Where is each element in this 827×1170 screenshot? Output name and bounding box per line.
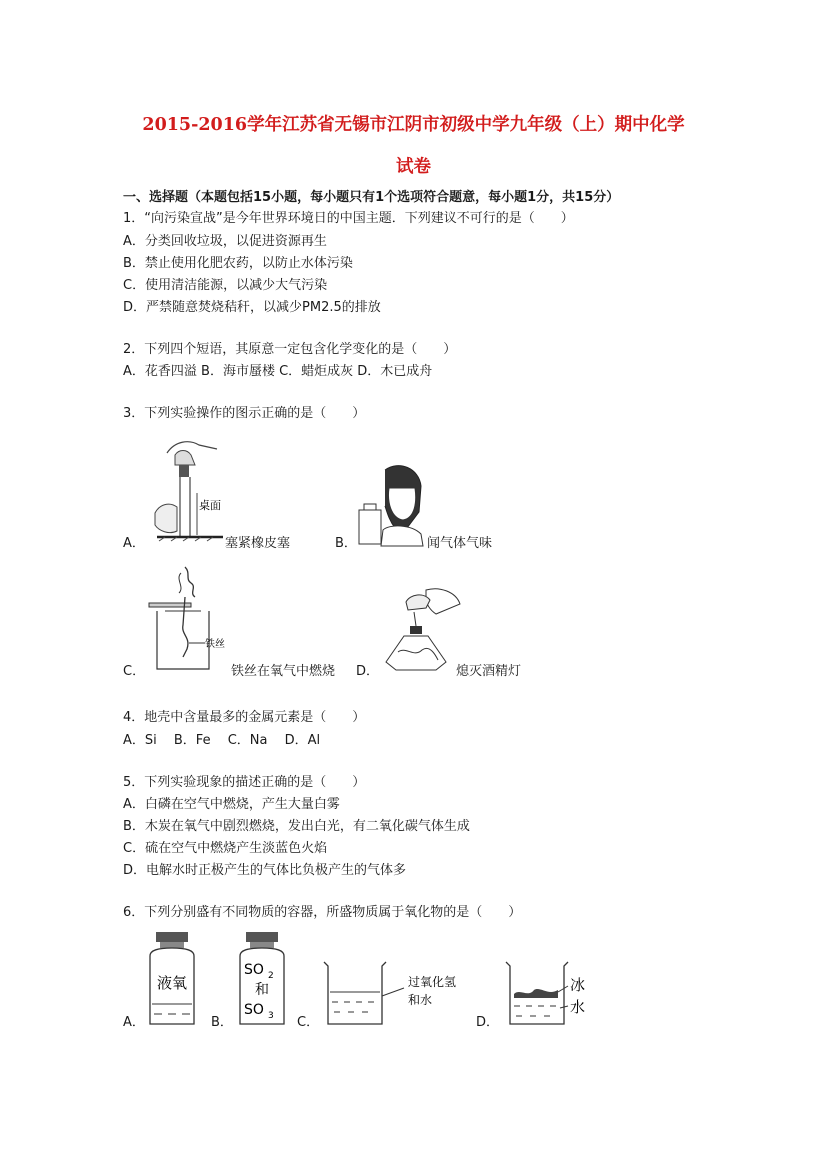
so3-label: SO bbox=[244, 1002, 264, 1018]
question-5-option-a: A．白磷在空气中燃烧，产生大量白雾 bbox=[123, 797, 340, 812]
ice-label: 冰 bbox=[570, 976, 586, 994]
question-4-stem: 4．地壳中含量最多的金属元素是（ ） bbox=[123, 710, 366, 725]
figure-d-letter: D． bbox=[356, 664, 380, 679]
iron-wire-label: 铁丝 bbox=[205, 639, 225, 650]
question-5-option-c: C．硫在空气中燃烧产生淡蓝色火焰 bbox=[123, 841, 328, 856]
q6-figure-d-letter: D． bbox=[476, 1015, 500, 1030]
figure-a-letter: A． bbox=[123, 536, 145, 551]
question-4-options: A．Si B．Fe C．Na D．Al bbox=[123, 733, 321, 748]
and-water-label: 和水 bbox=[408, 993, 433, 1007]
section-heading: 一、选择题（本题包括15小题，每小题只有1个选项符合题意，每小题1分，共15分） bbox=[123, 190, 620, 205]
figure-stopper-test-tube bbox=[145, 435, 225, 550]
question-1-option-a: A．分类回收垃圾，以促进资源再生 bbox=[123, 234, 327, 249]
question-1-option-b: B．禁止使用化肥农药，以防止水体污染 bbox=[123, 256, 353, 271]
figure-beaker-ice-water bbox=[502, 960, 592, 1030]
q6-figure-a-letter: A． bbox=[123, 1015, 145, 1030]
question-5-option-b: B．木炭在氧气中剧烈燃烧，发出白光，有二氧化碳气体生成 bbox=[123, 819, 470, 834]
page-title: 2015-2016学年江苏省无锡市江阴市初级中学九年级（上）期中化学 bbox=[142, 115, 685, 135]
figure-d-caption: 熄灭酒精灯 bbox=[456, 664, 522, 679]
question-5-stem: 5．下列实验现象的描述正确的是（ ） bbox=[123, 775, 366, 790]
liquid-oxygen-label: 液氧 bbox=[156, 974, 188, 992]
figure-bottle-so2-so3 bbox=[234, 930, 290, 1028]
figure-smell-gas bbox=[355, 462, 425, 547]
question-2-stem: 2．下列四个短语，其原意一定包含化学变化的是（ ） bbox=[123, 342, 457, 357]
figure-beaker-peroxide-water bbox=[320, 960, 460, 1030]
q6-figure-b-letter: B． bbox=[211, 1015, 233, 1030]
table-label: 桌面 bbox=[199, 499, 221, 512]
q6-figure-c-letter: C． bbox=[297, 1015, 320, 1030]
so3-subscript: 3 bbox=[268, 1011, 274, 1021]
figure-a-caption: 塞紧橡皮塞 bbox=[225, 536, 291, 551]
figure-iron-wire-burning bbox=[145, 565, 235, 675]
so2-subscript: 2 bbox=[268, 971, 274, 981]
so2-label: SO bbox=[244, 962, 264, 978]
figure-b-letter: B． bbox=[335, 536, 357, 551]
and-label: 和 bbox=[255, 982, 269, 998]
page-title-continued: 试卷 bbox=[396, 157, 431, 177]
question-1-option-d: D．严禁随意焚烧秸秆，以减少PM2.5的排放 bbox=[123, 300, 381, 315]
water-label: 水 bbox=[570, 998, 586, 1016]
figure-bottle-liquid-oxygen bbox=[144, 930, 200, 1028]
question-5-option-d: D．电解水时正极产生的气体比负极产生的气体多 bbox=[123, 863, 407, 878]
figure-alcohol-lamp bbox=[376, 586, 462, 676]
question-6-stem: 6．下列分别盛有不同物质的容器，所盛物质属于氧化物的是（ ） bbox=[123, 905, 522, 920]
question-1-stem: 1．“向污染宣战”是今年世界环境日的中国主题．下列建议不可行的是（ ） bbox=[123, 211, 574, 226]
question-2-options: A．花香四溢 B．海市蜃楼 C．蜡炬成灰 D．木已成舟 bbox=[123, 364, 433, 379]
figure-c-caption: 铁丝在氧气中燃烧 bbox=[231, 664, 336, 679]
question-1-option-c: C．使用清洁能源，以减少大气污染 bbox=[123, 278, 328, 293]
question-3-stem: 3．下列实验操作的图示正确的是（ ） bbox=[123, 406, 366, 421]
figure-b-caption: 闻气体气味 bbox=[427, 536, 493, 551]
peroxide-label: 过氧化氢 bbox=[408, 975, 457, 989]
figure-c-letter: C． bbox=[123, 664, 146, 679]
